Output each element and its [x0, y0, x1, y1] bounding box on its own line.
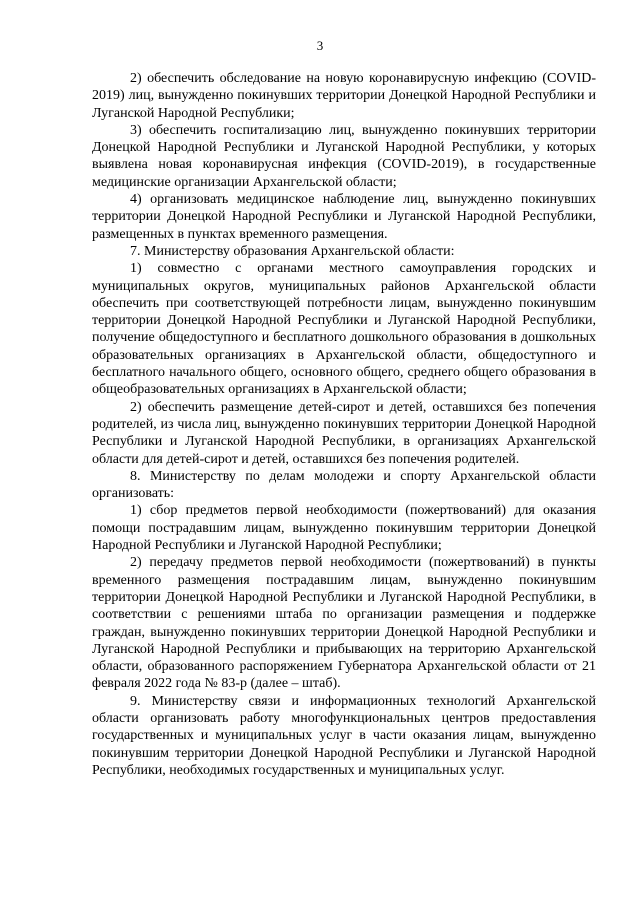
paragraph-education-item-2: 2) обеспечить размещение детей-сирот и детей, оставшихся без попечения родителей, из числа лиц, вынужденно покинувших территории Донецкой Народной Республики и Луганской Народной Республики, в организациях Архангельской области для детей-сирот и детей, оставшихся без попечения родителей. — [92, 399, 596, 467]
page-number: 3 — [316, 38, 324, 53]
paragraph-education-item-1: 1) совместно с органами местного самоуправления городских и муниципальных округов, муниципальных районов Архангельской области обеспечить при соответствующей потребности лицам, вынужденно покинувшим территории Донецкой Народной Республики и Луганской Народной Республики, получение общедоступного и бесплатного дошкольного образования в дошкольных образовательных организациях в Архангельской области, общедоступного и бесплатного начального общего, основного общего, среднего общего образования в общеобразовательных организациях в Архангельской области; — [92, 261, 596, 398]
paragraph-health-item-3: 3) обеспечить госпитализацию лиц, вынужденно покинувших территории Донецкой Народной Республики и Луганской Народной Республики, у которых выявлена новая коронавирусная инфекция (COVID-2019), в государственные медицинские организации Архангельской области; — [92, 122, 596, 190]
document-body — [92, 70, 596, 779]
paragraph-youth-item-1: 1) сбор предметов первой необходимости (пожертвований) для оказания помощи пострадавшим лицам, вынужденно покинувшим территории Донецкой Народной Республики и Луганской Народной Республики; — [92, 503, 596, 554]
paragraph-section-9: 9. Министерству связи и информационных технологий Архангельской области организовать работу многофункциональных центров предоставления государственных и муниципальных услуг в части оказания лицам, вынужденно покинувшим территории Донецкой Народной Республики и Луганской Народной Республики, необходимых государственных и муниципальных услуг. — [92, 693, 596, 778]
paragraph-health-item-4: 4) организовать медицинское наблюдение лиц, вынужденно покинувших территории Донецкой Народной Республики и Луганской Народной Республики, размещенных в пунктах временного размещения. — [92, 192, 596, 242]
paragraph-section-8-heading: 8. Министерству по делам молодежи и спорту Архангельской области организовать: — [92, 468, 596, 502]
paragraph-youth-item-2: 2) передачу предметов первой необходимости (пожертвований) в пункты временного размещения пострадавшим лицам, вынужденно покинувшим территории Донецкой Народной Республики и Луганской Народной Республики, в соответствии с решениями штаба по организации размещения и поддержке граждан, вынужденно покинувших территории Донецкой Народной Республики и Луганской Народной Республики и прибывающих на территорию Архангельской области, образованного распоряжением Губернатора Архангельской области от 21 февраля 2022 года № 83-р (далее – штаб). — [92, 555, 596, 692]
paragraph-section-7-heading: 7. Министерству образования Архангельской области: — [130, 243, 455, 259]
paragraph-health-item-2: 2) обеспечить обследование на новую коронавирусную инфекцию (COVID-2019) лиц, вынужденно покинувших территории Донецкой Народной Республики и Луганской Народной Республики; — [92, 71, 596, 121]
